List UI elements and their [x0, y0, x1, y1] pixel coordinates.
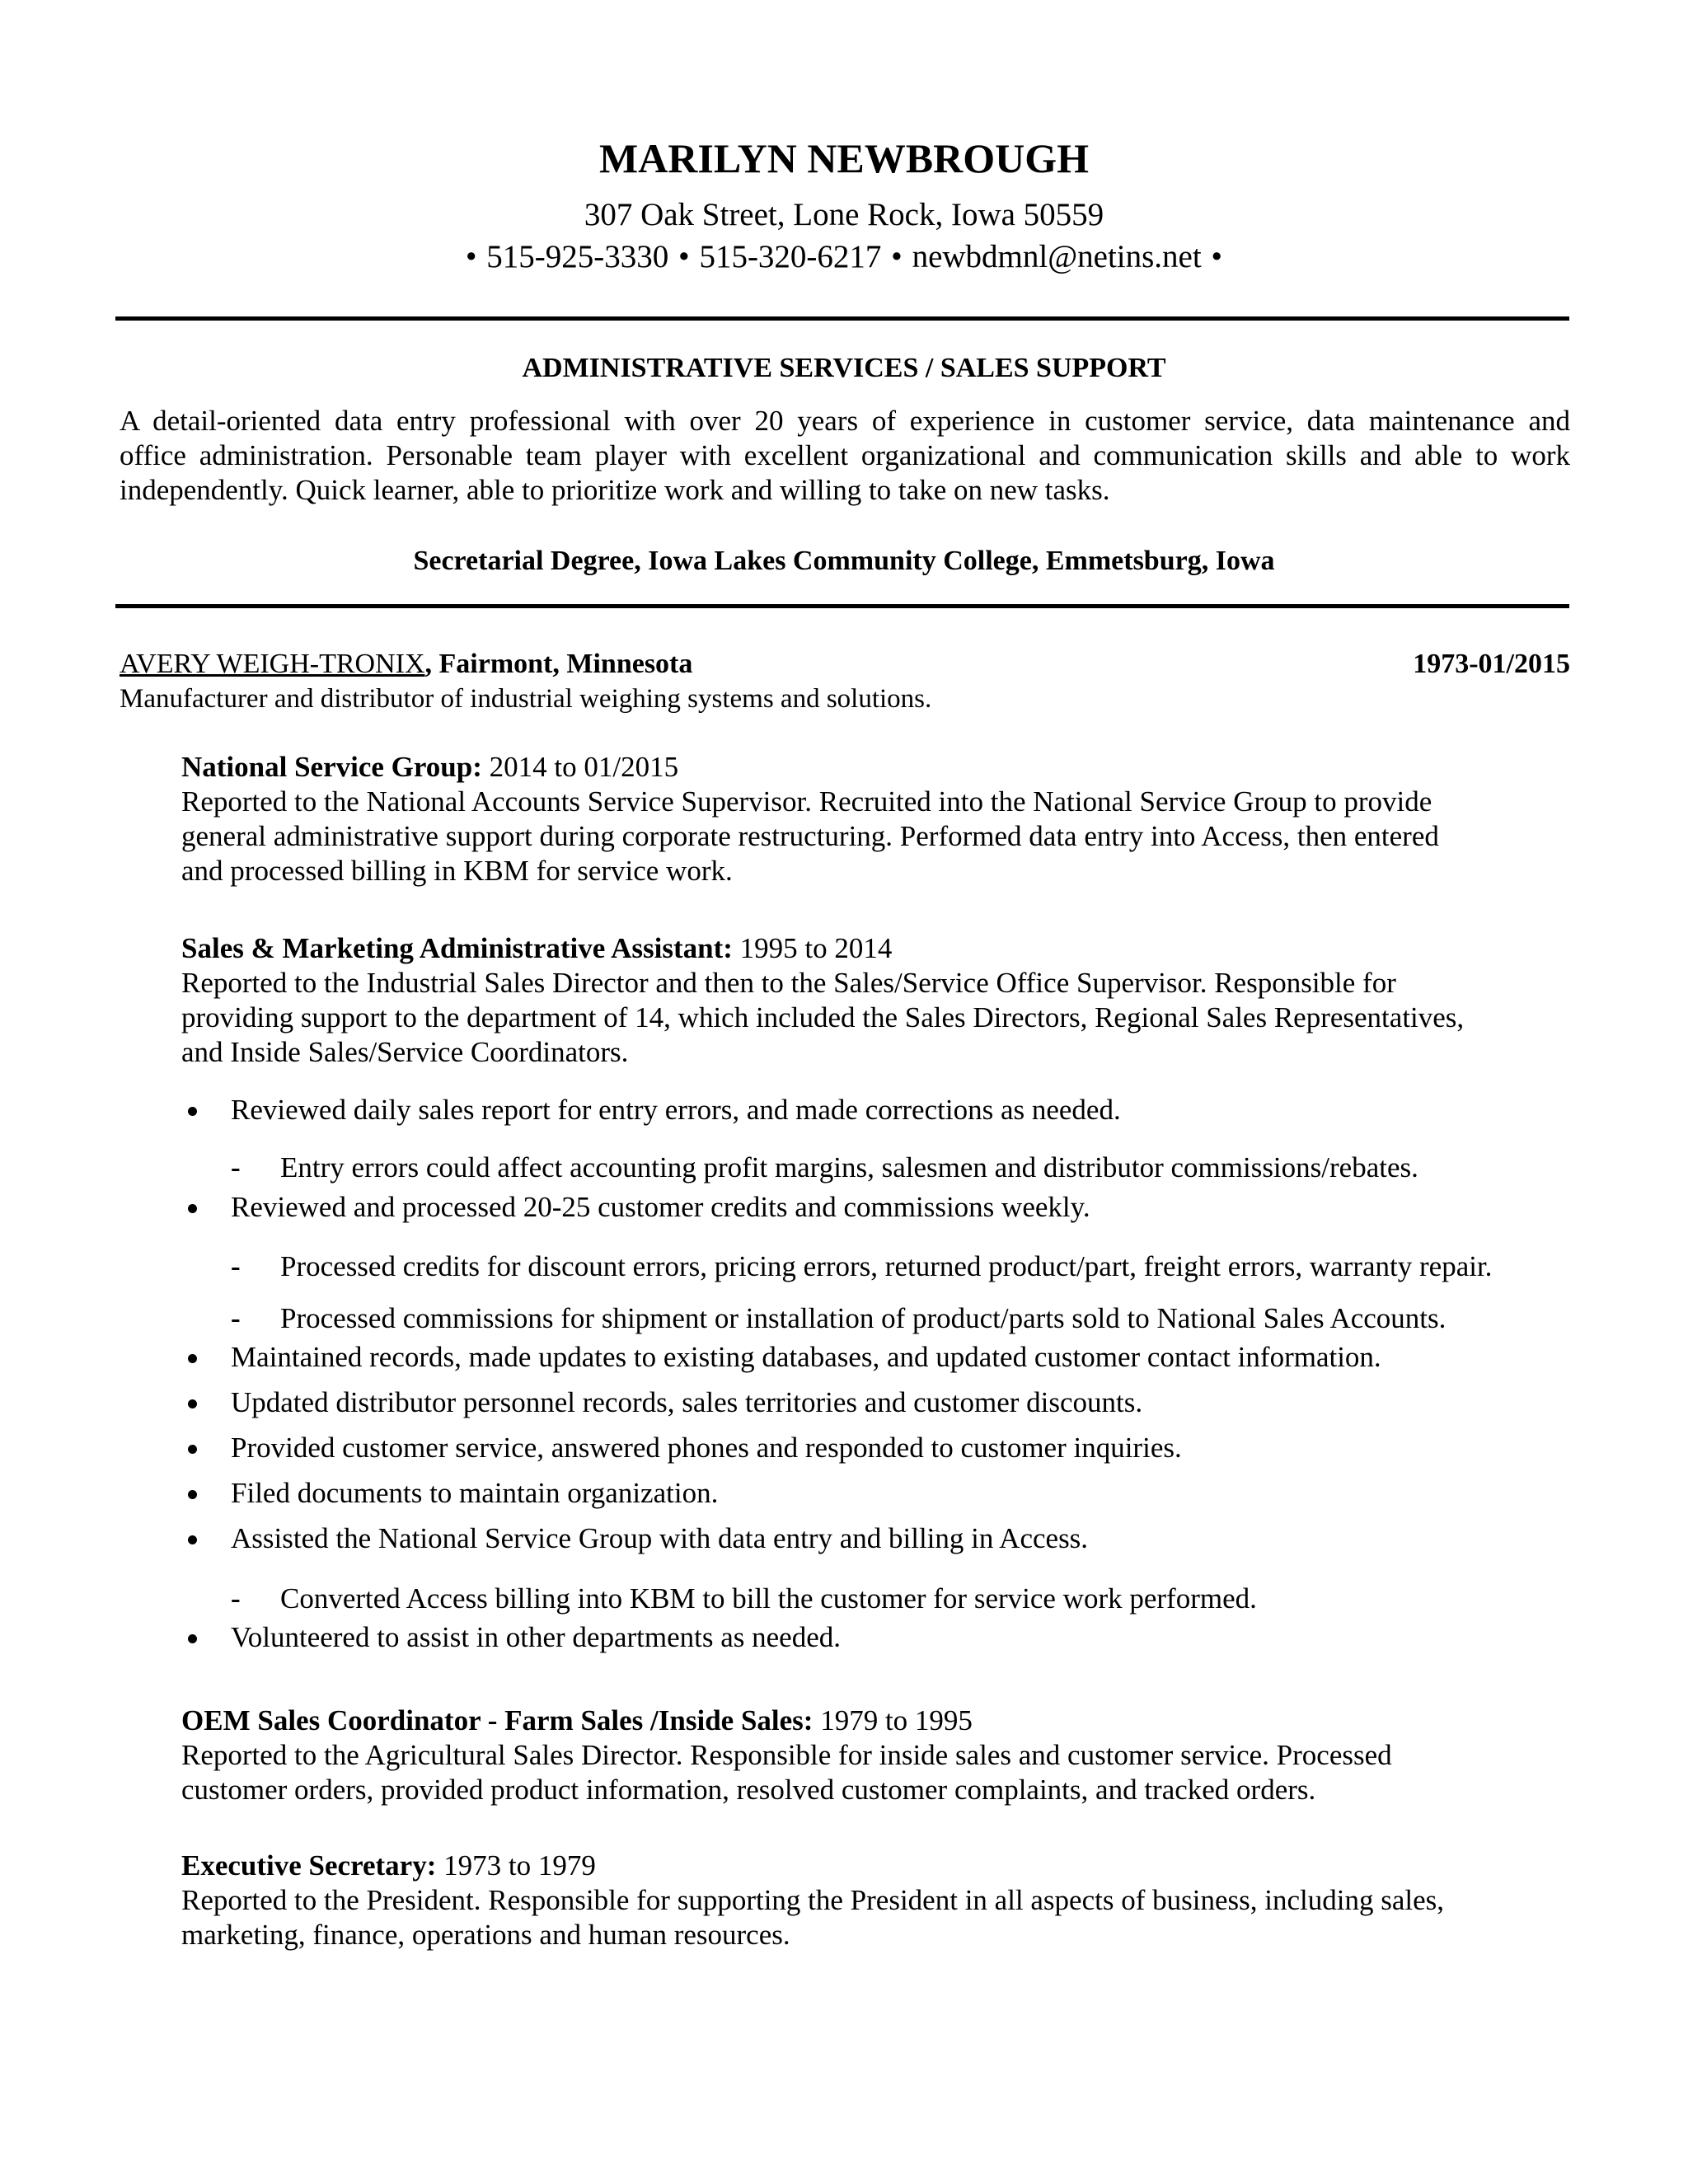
education-line: Secretarial Degree, Iowa Lakes Community College, Emmetsburg, Iowa — [413, 546, 1275, 576]
summary-line: A detail-oriented data entry professional with over 20 years of experience in customer service, data maintenance and — [120, 405, 1570, 437]
bullet-text: Provided customer service, answered phones and responded to customer inquiries. — [231, 1432, 1182, 1464]
address: 307 Oak Street, Lone Rock, Iowa 50559 — [584, 197, 1104, 232]
dash-icon: - — [231, 1582, 241, 1615]
role-period: 2014 to 01/2015 — [481, 751, 679, 783]
role-title-line — [181, 750, 1582, 785]
bullet-text: Updated distributor personnel records, sales territories and customer discounts. — [231, 1386, 1143, 1418]
role-line: Reported to the President. Responsible for supporting the President in all aspects of business, including sales, — [181, 1884, 1444, 1916]
role-line: and Inside Sales/Service Coordinators. — [181, 1036, 629, 1068]
bullet-text: Maintained records, made updates to existing databases, and updated customer contact information. — [231, 1341, 1381, 1373]
role-period: 1973 to 1979 — [436, 1849, 596, 1882]
contact-line: • 515-925-3330 • 515-320-6217 • newbdmnl@netins.net • — [465, 239, 1223, 274]
employment-dates: 1973-01/2015 — [1413, 649, 1570, 679]
role-line: general administrative support during corporate restructuring. Performed data entry into Access, then entered — [181, 820, 1439, 852]
company-name: AVERY WEIGH-TRONIX — [120, 649, 425, 679]
sub-item-text: Converted Access billing into KBM to bill the customer for service work performed. — [280, 1582, 1257, 1615]
role-title-line — [181, 931, 1582, 966]
role-executive-secretary — [181, 1849, 1582, 1952]
sub-item-text: Entry errors could affect accounting profit margins, salesmen and distributor commissions/rebates. — [280, 1151, 1418, 1183]
dash-icon: - — [231, 1151, 241, 1183]
bullet-text: Assisted the National Service Group with data entry and billing in Access. — [231, 1522, 1089, 1554]
company-location: , Fairmont, Minnesota — [424, 649, 693, 679]
summary-line: independently. Quick learner, able to prioritize work and willing to take on new tasks. — [120, 474, 1110, 506]
role-line: and processed billing in KBM for service work. — [181, 855, 733, 887]
role-line: Reported to the Agricultural Sales Director. Responsible for inside sales and customer service. Processed — [181, 1739, 1392, 1771]
bullet-text: Reviewed daily sales report for entry errors, and made corrections as needed. — [231, 1094, 1121, 1126]
role-line: customer orders, provided product information, resolved customer complaints, and tracked orders. — [181, 1774, 1316, 1806]
bullet-icon — [188, 1445, 197, 1454]
bullet-icon — [188, 1535, 197, 1544]
bullet-text: Filed documents to maintain organization. — [231, 1477, 719, 1509]
summary-line: office administration. Personable team player with excellent organizational and communication skills and able to work — [120, 439, 1570, 471]
employer-heading — [120, 649, 692, 680]
role-period: 1979 to 1995 — [813, 1704, 973, 1736]
bullet-icon — [188, 1634, 197, 1643]
role-line: Reported to the National Accounts Service Supervisor. Recruited into the National Service Group to provide — [181, 785, 1432, 818]
role-title: Executive Secretary: — [181, 1849, 437, 1882]
summary-paragraph — [120, 404, 1570, 508]
sub-item-text: Processed commissions for shipment or installation of product/parts sold to National Sales Accounts. — [280, 1302, 1447, 1334]
bullet-icon — [188, 1399, 197, 1408]
role-title-line — [181, 1849, 1582, 1883]
role-line: marketing, finance, operations and human resources. — [181, 1919, 790, 1951]
bullet-icon — [188, 1107, 197, 1116]
bullet-text: Volunteered to assist in other departments as needed. — [231, 1621, 841, 1653]
role-period: 1995 to 2014 — [732, 932, 893, 964]
dash-icon: - — [231, 1250, 241, 1282]
bullet-icon — [188, 1354, 197, 1363]
section-title: ADMINISTRATIVE SERVICES / SALES SUPPORT — [522, 353, 1166, 383]
bullet-icon — [188, 1490, 197, 1499]
role-title: Sales & Marketing Administrative Assistant: — [181, 932, 733, 964]
role-oem-sales-coordinator — [181, 1704, 1582, 1807]
company-description: Manufacturer and distributor of industrial weighing systems and solutions. — [120, 684, 932, 714]
dash-icon: - — [231, 1302, 241, 1334]
bullet-icon — [188, 1204, 197, 1213]
candidate-name: MARILYN NEWBROUGH — [598, 135, 1090, 181]
divider-top — [115, 316, 1569, 321]
role-national-service-group — [181, 750, 1582, 888]
role-title: National Service Group: — [181, 751, 482, 783]
sub-item-text: Processed credits for discount errors, pricing errors, returned product/part, freight errors, warranty repair. — [280, 1250, 1493, 1282]
bullet-text: Reviewed and processed 20-25 customer credits and commissions weekly. — [231, 1191, 1090, 1223]
role-title-line — [181, 1704, 1582, 1738]
divider-bottom — [115, 604, 1569, 608]
role-line: Reported to the Industrial Sales Director and then to the Sales/Service Office Supervisor. Responsible for — [181, 967, 1396, 999]
role-line: providing support to the department of 14, which included the Sales Directors, Regional Sales Representatives, — [181, 1001, 1465, 1033]
role-title: OEM Sales Coordinator - Farm Sales /Inside Sales: — [181, 1704, 814, 1736]
role-sales-marketing-assistant — [181, 931, 1582, 1070]
